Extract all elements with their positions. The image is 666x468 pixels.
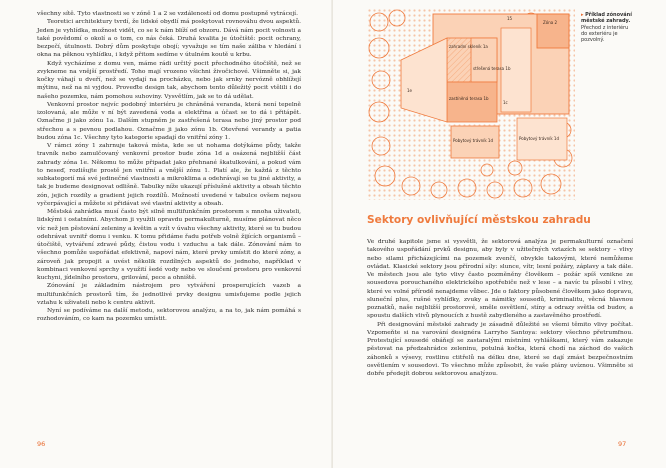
left-body-text [37,10,301,324]
label-zone2: Zóna 2 [543,20,557,25]
left-paragraph: Nyní se podíváme na další metodu, sektorovou analýzu, a na to, jak nám pomáhá s rozhodováním, co kam na pozemku umístit. [37,308,301,323]
label-planted: Pobytový trávník 1d [519,136,559,141]
left-paragraph: Teoretici architektury tvrdí, že lidské obydlí má poskytovat rovnováhu dvou aspektů. Jeden je vyhlídka, možnost vidět, co se k nám blíží od obzoru. Dává nám pocit volnosti a také povědomí o okolí a o tom, co nás čeká. Druhá kvalita je útočiště: pocit ochrany, bezpečí, útulnosti. Dobrý dům poskytuje obojí; vyvažuje se tím naše záliba v hledání i okna na pěknou vyhlídku, i když přitom sedíme v útulném koutě u krbu. [37,19,301,59]
label-shaded-terrace: zastíněná terasa 1b [449,96,489,101]
section-heading: Sektory ovlivňující městskou zahradu [367,214,591,226]
label-lawn: Pobytový trávník 1d [453,138,493,143]
left-paragraph: Venkovní prostor nejvíc podobný interiéru je chráněná veranda, která není tepelně izolovaná, ale může v ní být zavedená voda a elektřina a účast se to dá i přitápět. Označme ji jako zónu 1a. Dalším stupněm je zastřešená terasa nebo jiný prostor pod střechou a s pevnou podlahou. Označme ji jako zónu 1b. Otevřené verandy a patia budou zóna 1c. Všechny tyto kategorie spadají do vnitřní zóny 1. [37,101,301,141]
zoning-diagram [367,8,575,200]
left-paragraph: V rámci zóny 1 zahrnuje taková místa, kde se ut nohama dotýkáme půdy, takže travník nebo zamulčovaný venkovní prostor bude zóna 1d a osázená nejbližší část zahrady zóna 1e. Někomu to může připadat jako přehnané škatulkování, a pokud vám to neseď, rozlišujte prostě jen vnitřní a vnější zónu 1. Platí ale, že každá z těchto subkategorií má své jedinečné vlastnosti a mikroklima a odehrávají se tu jiné aktivity, a tak je budeme designovat odlišně. Tabulky níže ukazují příslušné aktivity a obsah těchto zón, jejich rozdíly a gradient jejich rozdílů. Možností uvedené v tabulce ovšem nejsou vyčerpávající a můžete si přidávat své vlastní aktivity a obsah. [37,143,301,207]
page-number-right: 97 [618,440,627,448]
label-roofed-terrace: střešená terasa 1b [473,66,511,71]
page-number-left: 96 [37,440,46,448]
caption-text: Přechod z interiéru do exteriéru je pozvolný. [581,24,629,44]
label-1c: 1c [503,100,508,105]
left-paragraph: Městská zahrádka musí často být silně multifunkčním prostorem s mnoha uživateli, lidskými i ostatními. Abychom ji využili opravdu permakulturně, musíme plánovat něco víc než jen pěstování zeleniny a květin a vzít v úvahu všechny aktivity, které se tu budou odehrávat uvnitř domu i venku. K tomu přidáme řadu potřeb volně žijících organismů – útočiště, vytváření zdravé půdy, čistou vodu i vzduchu a tak dále. Zónování nám to všechno pomůže uspořádat efektivně, napoví nám, které prvky umístit do které zóny, a zároveň jak propojit a uvést několik rozdílných aspektů do jednoho, například v kombinaci venkovní sprchy s využití šedé vody nebo ve sloučení prostoru pro venkovní kuchyni, jídelního prostoru, grilování, pece a ohniště. [37,209,301,281]
caption-title: Příklad zónování městské zahrady. [581,12,632,25]
label-greenhouse: zahradní skleník 1a [449,44,488,49]
left-paragraph: Zónování je základním nástrojem pro vytváření prosperujících vazeb a multifunkčních prostorů tím, že jednotlivé prvky designu umisťujeme podle jejich vztahu k uživateli nebo k centru aktivit. [37,283,301,306]
right-paragraph: Při designování městské zahrady je zásadně důležité se všemi těmito vlivy počítat. Vzpomeňte si na varování designéra Larryho Santoya: sektory všechno přetrumfnou. Protestující sousedé obáňejí se zastaralými místními vyhláškami, který vám zakazuje pěstovat na předzahrádce zeleninu, potulná kočka, která chodí na záchod do vašich záhonků s výsevy, rostlinu ctitřelů na délku dne, které se dají zmást bezpečnostním osvětlením v sousedovi. To všechno může způsobit, že vaše plány uvíznou. Všimněte si dobře předejít dobrou sektorovou analýzou. [367,321,633,377]
left-paragraph: všechny sítě. Tyto vlastnosti se v zóně 1 a 2 se vzdáleností od domu postupně vytrácejí. [37,11,298,17]
label-15: 15 [507,16,513,21]
left-paragraph: Když vycházíme z domu ven, máme rádi určitý pocit přechodného útočiště, než se zvykneme na vnější prostředí. Toho mají vrozeno všichni živočichové. Všimněte si, jak kočky váhají u dveří, než se vydají na procházku, nebo jak srnky nervózně obhlížejí mýtinu, než na ni vyjdou. Proveďte design tak, abychom tento důležitý pocit vtělili i do našeho pozemku, nám pomohou suhoviny. Vysvětlím, jak se to dá udělat. [37,60,301,100]
right-body-text [367,238,633,378]
label-1e: 1e [407,88,413,93]
right-page [333,0,666,468]
caption-arrow-icon: ▸ [581,12,584,18]
figure-caption [581,12,635,43]
right-paragraph: Ve druhé kapitole jsme si vysvětli, že sektorová analýza je permakulturní označení takového uspořádání prvků designu, aby byly v užitečných vztazích se sektory – vlivy nebo silami přicházejícími na pozemek zvenčí, obvykle takovými, které nemůžeme ovládat. Klasické sektory jsou přírodní síly: slunce, vítr, lesní požáry, záplavy a tak dále. Ve městech jsou ale tyto vlivy často pozměněny člověkem – požár spíš vznikne ze sousedova porouchaného elektrického spotřebiče než v lese – a navíc tu působí i vlivy, které ve volné přírodě nenajdeme vůbec. Jde o faktory působené člověkem jako dopravu, sluneční plus, rušné vyhlídky, zvuky a námitky sousedů, kriminalitu, věcná hlavnou poznatků, naše nejbližší prostorové, směle osvětlení, stíny a odrazy světla od budov, a spoustu dalších vlivů plynoucích z hustě zabydleného a zastavěného prostředí. [367,239,633,320]
